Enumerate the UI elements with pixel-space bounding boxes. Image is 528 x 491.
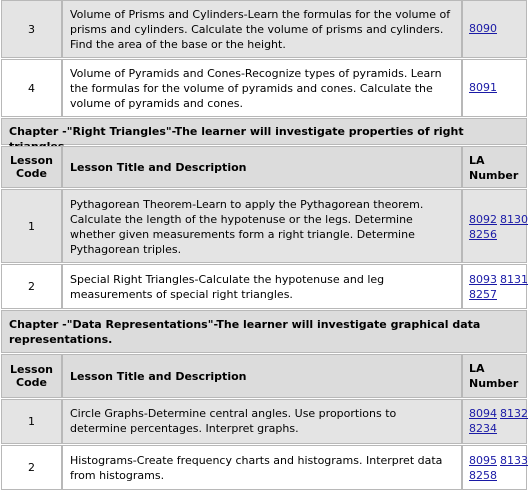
la-link[interactable]: 8130 (500, 213, 528, 226)
table-row (0, 399, 528, 444)
la-link[interactable]: 8132 (500, 407, 528, 420)
lesson-code: 2 (1, 445, 62, 490)
la-link[interactable]: 8094 (469, 407, 497, 420)
lesson-code: 1 (1, 399, 62, 444)
la-link[interactable]: 8095 (469, 454, 497, 467)
la-number-cell (462, 0, 527, 58)
header-la-number: LA Number (462, 146, 527, 188)
table-row (0, 59, 528, 117)
la-link[interactable]: 8133 (500, 454, 528, 467)
lesson-description: Pythagorean Theorem-Learn to apply the Pythagorean theorem. Calculate the length of the hypotenuse or the legs. Determine whether given measurements form a right triangle. Determine Pythagorean triples. (62, 189, 462, 263)
table-row (0, 445, 528, 490)
table-row (0, 264, 528, 309)
lesson-description: Special Right Triangles-Calculate the hypotenuse and leg measurements of special right triangles. (62, 264, 462, 309)
chapter-heading: Chapter -"Data Representations"-The learner will investigate graphical data representations. (1, 310, 527, 353)
lesson-description: Volume of Prisms and Cylinders-Learn the formulas for the volume of prisms and cylinders. Calculate the volume of prisms and cylinders. Find the area of the base or the height. (62, 0, 462, 58)
chapter-heading: Chapter -"Right Triangles"-The learner will investigate properties of right (1, 118, 527, 145)
lesson-code: 4 (1, 59, 62, 117)
header-lesson-code: Lesson Code (1, 146, 62, 188)
header-la-number: LA Number (462, 354, 527, 398)
la-link[interactable]: 8092 (469, 213, 497, 226)
la-link[interactable]: 8256 (469, 228, 497, 241)
la-link[interactable]: 8257 (469, 288, 497, 301)
lesson-code: 1 (1, 189, 62, 263)
la-number-cell (462, 445, 527, 490)
table-header-row (0, 146, 528, 188)
header-lesson-code: Lesson Code (1, 354, 62, 398)
table-header-row (0, 354, 528, 398)
table-row (0, 189, 528, 263)
la-number-cell (462, 264, 527, 309)
la-link[interactable]: 8093 (469, 273, 497, 286)
lesson-description: Circle Graphs-Determine central angles. Use proportions to determine percentages. Interpret graphs. (62, 399, 462, 444)
la-link[interactable]: 8131 (500, 273, 528, 286)
lesson-code: 2 (1, 264, 62, 309)
la-link[interactable]: 8258 (469, 469, 497, 482)
la-link[interactable]: 8090 (469, 22, 497, 35)
la-link[interactable]: 8234 (469, 422, 497, 435)
la-number-cell (462, 399, 527, 444)
la-number-cell (462, 59, 527, 117)
table-row (0, 0, 528, 58)
lesson-description: Volume of Pyramids and Cones-Recognize types of pyramids. Learn the formulas for the volume of pyramids and cones. Calculate the volume of pyramids and cones. (62, 59, 462, 117)
la-link[interactable]: 8091 (469, 81, 497, 94)
header-lesson-title: Lesson Title and Description (62, 146, 462, 188)
header-lesson-title: Lesson Title and Description (62, 354, 462, 398)
la-number-cell (462, 189, 527, 263)
lesson-code: 3 (1, 0, 62, 58)
lesson-description: Histograms-Create frequency charts and histograms. Interpret data from histograms. (62, 445, 462, 490)
